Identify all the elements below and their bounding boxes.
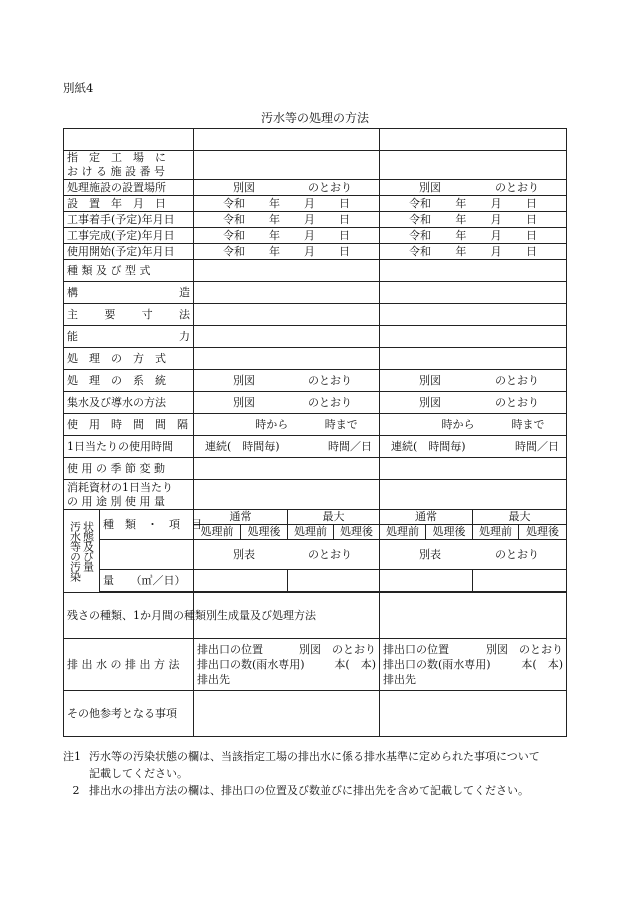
- date-year: 年: [269, 228, 280, 242]
- head-before: 処理前: [380, 525, 426, 540]
- cell-table-ref-2[interactable]: [380, 540, 567, 570]
- date-day: 日: [339, 228, 350, 242]
- footnote-number: 注1: [63, 750, 81, 763]
- cell-capacity-2[interactable]: [380, 326, 567, 348]
- head-after: 処理後: [426, 525, 473, 540]
- date-era: 令和: [409, 244, 431, 258]
- date-year: 年: [455, 212, 467, 226]
- head-before: 処理前: [194, 525, 241, 540]
- label-other: その他参考となる事項: [64, 691, 194, 737]
- label-part: 主: [67, 307, 78, 321]
- date-year: 年: [455, 244, 467, 258]
- cell-consumables-2[interactable]: [380, 480, 567, 510]
- cell-type-model-2[interactable]: [380, 260, 567, 282]
- date-month: 月: [304, 244, 315, 258]
- head-normal-2: 通常: [380, 510, 473, 525]
- label-system: 処 理 の 系 統: [64, 370, 194, 392]
- ref-as-shown: のとおり: [308, 547, 352, 561]
- label-line: お け る 施 設 番 号: [67, 165, 165, 178]
- header-blank: [64, 129, 194, 151]
- row-discharge: [64, 639, 567, 691]
- row-facility-no: [64, 151, 567, 180]
- label-interval: 使 用 時 間 間 隔: [64, 414, 194, 436]
- cell-dimensions-1[interactable]: [194, 304, 380, 326]
- treatment-form-table: [63, 128, 567, 737]
- row-method: [64, 348, 567, 370]
- label-discharge-method: 排 出 水 の 排 出 方 法: [64, 639, 194, 691]
- cell-install-date-2[interactable]: [380, 196, 567, 212]
- ref-table: 別表: [233, 547, 255, 561]
- footnote-2: [63, 782, 573, 799]
- label-part: 要: [104, 307, 116, 321]
- cell-system-1[interactable]: [194, 370, 380, 392]
- footnotes: [63, 748, 573, 799]
- cell-dimensions-2[interactable]: [380, 304, 567, 326]
- row-complete-date: [64, 228, 567, 244]
- label-vertical-left: 汚水等の汚染: [68, 521, 82, 581]
- row-system: [64, 370, 567, 392]
- date-month: 月: [304, 196, 315, 210]
- cell-discharge-2[interactable]: [380, 639, 567, 691]
- ref-figure: 別図: [233, 180, 255, 194]
- date-era: 令和: [409, 212, 431, 226]
- ref-as-shown: のとおり: [495, 547, 539, 561]
- hours-per-day: 時間／日: [328, 439, 372, 453]
- row-location: [64, 180, 567, 196]
- label-part: 寸: [141, 307, 153, 321]
- date-day: 日: [525, 228, 537, 242]
- ref-figure: 別図: [419, 373, 441, 387]
- cell-amount-max-1[interactable]: [288, 570, 380, 592]
- time-to: 時まで: [324, 417, 358, 431]
- date-month: 月: [490, 244, 502, 258]
- cell-amount-normal-1[interactable]: [194, 570, 288, 592]
- label-type-model: 種 類 及 び 型 式: [64, 260, 194, 282]
- label-dimensions: [64, 304, 194, 326]
- date-era: 令和: [223, 228, 245, 242]
- row-pollution-values: [64, 540, 567, 570]
- label-install-date: 設 置 年 月 日: [64, 196, 194, 212]
- date-year: 年: [269, 196, 280, 210]
- head-after: 処理後: [334, 525, 380, 540]
- cell-kind-item-value[interactable]: [100, 540, 194, 570]
- head-before: 処理前: [473, 525, 519, 540]
- label-line: の 用 途 別 使 用 量: [67, 494, 165, 508]
- label-line: 指 定 工 場 に: [67, 151, 166, 164]
- cell-method-2[interactable]: [380, 348, 567, 370]
- continuous-label: 連続( 時間毎): [391, 439, 466, 453]
- cell-season-1[interactable]: [194, 458, 380, 480]
- label-line: 消耗資材の1日当たり: [67, 480, 173, 494]
- date-month: 月: [304, 228, 315, 242]
- head-normal-1: 通常: [194, 510, 288, 525]
- ref-figure: 別図: [419, 395, 441, 409]
- continuous-label: 連続( 時間毎): [205, 439, 280, 453]
- row-water-collect: [64, 392, 567, 414]
- cell-table-ref-1[interactable]: [194, 540, 380, 570]
- row-install-date: [64, 196, 567, 212]
- outlet-units: 本( 本): [521, 658, 563, 671]
- ref-as-shown: のとおり: [495, 373, 539, 387]
- footnote-number: 2: [72, 784, 80, 797]
- row-residue: [64, 593, 567, 639]
- footnote-1: [63, 748, 573, 765]
- footnote-1-cont: [63, 765, 573, 782]
- cell-water-collect-1[interactable]: [194, 392, 380, 414]
- cell-type-model-1[interactable]: [194, 260, 380, 282]
- cell-location-1[interactable]: [194, 180, 380, 196]
- date-year: 年: [455, 196, 467, 210]
- time-from: 時から: [255, 417, 289, 431]
- label-method: 処 理 の 方 式: [64, 348, 194, 370]
- cell-start-work-2[interactable]: [380, 212, 567, 228]
- cell-complete-1[interactable]: [194, 228, 380, 244]
- ref-as-shown: のとおり: [495, 395, 539, 409]
- label-pollution-state: [64, 510, 100, 593]
- label-amount: 量 （㎥／日）: [100, 570, 194, 592]
- header-col-1[interactable]: [194, 129, 380, 151]
- ref-as-shown: のとおり: [308, 395, 352, 409]
- date-era: 令和: [223, 196, 245, 210]
- date-era: 令和: [409, 196, 431, 210]
- date-month: 月: [490, 196, 502, 210]
- outlet-count: 排出口の数(雨水専用): [197, 658, 305, 671]
- ref-figure: 別図: [233, 395, 255, 409]
- date-month: 月: [304, 212, 315, 226]
- label-vertical-right: 状態及び量: [81, 521, 95, 571]
- label-residue: 残さの種類、1か月間の種類別生成量及び処理方法: [64, 593, 194, 639]
- label-start-work-date: 工事着手(予定)年月日: [64, 212, 194, 228]
- cell-use-start-2[interactable]: [380, 244, 567, 260]
- label-kind-item: 種 類 ・ 項 目: [100, 510, 194, 540]
- ref-as-shown: のとおり: [495, 180, 539, 194]
- cell-daily-hours-2[interactable]: [380, 436, 567, 458]
- footnote-text: 排出水の排出方法の欄は、排出口の位置及び数並びに排出先を含めて記載してください。: [89, 784, 529, 797]
- label-complete-date: 工事完成(予定)年月日: [64, 228, 194, 244]
- cell-install-date-1[interactable]: [194, 196, 380, 212]
- time-from: 時から: [441, 417, 475, 431]
- discharge-destination: 排出先: [197, 673, 230, 686]
- row-interval: [64, 414, 567, 436]
- head-before: 処理前: [288, 525, 334, 540]
- footnote-text: 記載してください。: [89, 767, 188, 780]
- label-facility-no: [64, 151, 194, 180]
- date-year: 年: [269, 212, 280, 226]
- date-day: 日: [339, 212, 350, 226]
- date-day: 日: [525, 244, 537, 258]
- ref-table: 別表: [419, 547, 441, 561]
- footnote-text: 汚水等の汚染状態の欄は、当該指定工場の排出水に係る排水基準に定められた事項について: [89, 750, 540, 763]
- cell-amount-normal-2[interactable]: [380, 570, 473, 592]
- ref-figure: 別図: [419, 180, 441, 194]
- row-use-start-date: [64, 244, 567, 260]
- cell-method-1[interactable]: [194, 348, 380, 370]
- cell-other-2[interactable]: [380, 691, 567, 737]
- hours-per-day: 時間／日: [515, 439, 559, 453]
- label-consumables: [64, 480, 194, 510]
- date-year: 年: [455, 228, 467, 242]
- head-after: 処理後: [519, 525, 567, 540]
- ref-figure: 別図: [233, 373, 255, 387]
- cell-residue-2[interactable]: [380, 593, 567, 639]
- cell-discharge-1[interactable]: [194, 639, 380, 691]
- cell-start-work-1[interactable]: [194, 212, 380, 228]
- date-year: 年: [269, 244, 280, 258]
- date-era: 令和: [223, 212, 245, 226]
- outlet-position: 排出口の位置: [197, 643, 263, 656]
- cell-amount-max-2[interactable]: [473, 570, 567, 592]
- date-month: 月: [490, 228, 502, 242]
- cell-water-collect-2[interactable]: [380, 392, 567, 414]
- outlet-figure: 別図 のとおり: [486, 643, 563, 656]
- cell-daily-hours-1[interactable]: [194, 436, 380, 458]
- cell-location-2[interactable]: [380, 180, 567, 196]
- cell-consumables-1[interactable]: [194, 480, 380, 510]
- date-day: 日: [525, 196, 537, 210]
- footnote-number: [63, 765, 89, 782]
- date-day: 日: [525, 212, 537, 226]
- row-consumables: [64, 480, 567, 510]
- document-title: 汚水等の処理の方法: [260, 111, 369, 125]
- label-structure: [64, 282, 194, 304]
- cell-capacity-1[interactable]: [194, 326, 380, 348]
- row-other: [64, 691, 567, 737]
- cell-facility-no-1[interactable]: [194, 151, 380, 180]
- head-after: 処理後: [241, 525, 288, 540]
- date-day: 日: [339, 196, 350, 210]
- row-dimensions: [64, 304, 567, 326]
- label-daily-hours: 1日当たりの使用時間: [64, 436, 194, 458]
- page-label: 別紙4: [63, 81, 94, 95]
- ref-as-shown: のとおり: [308, 180, 352, 194]
- cell-interval-1[interactable]: [194, 414, 380, 436]
- cell-structure-1[interactable]: [194, 282, 380, 304]
- label-part: 構: [67, 285, 78, 299]
- date-era: 令和: [409, 228, 431, 242]
- row-pollution-head-1: [64, 510, 567, 525]
- label-use-start-date: 使用開始(予定)年月日: [64, 244, 194, 260]
- label-part: 能: [67, 329, 78, 343]
- outlet-units: 本( 本): [334, 658, 376, 671]
- row-structure: [64, 282, 567, 304]
- cell-use-start-1[interactable]: [194, 244, 380, 260]
- cell-structure-2[interactable]: [380, 282, 567, 304]
- row-type-model: [64, 260, 567, 282]
- date-era: 令和: [223, 244, 245, 258]
- cell-interval-2[interactable]: [380, 414, 567, 436]
- ref-as-shown: のとおり: [308, 373, 352, 387]
- row-season: [64, 458, 567, 480]
- cell-complete-2[interactable]: [380, 228, 567, 244]
- outlet-count: 排出口の数(雨水専用): [383, 658, 491, 671]
- head-max-2: 最大: [473, 510, 567, 525]
- time-to: 時まで: [511, 417, 545, 431]
- row-amount: [64, 570, 567, 592]
- label-season: 使 用 の 季 節 変 動: [64, 458, 194, 480]
- cell-facility-no-2[interactable]: [380, 151, 567, 180]
- label-part: 力: [179, 329, 190, 343]
- label-water-collect: 集水及び導水の方法: [64, 392, 194, 414]
- date-month: 月: [490, 212, 502, 226]
- label-location: 処理施設の設置場所: [64, 180, 194, 196]
- head-max-1: 最大: [288, 510, 380, 525]
- header-col-2[interactable]: [380, 129, 567, 151]
- outlet-position: 排出口の位置: [383, 643, 449, 656]
- cell-other-1[interactable]: [194, 691, 380, 737]
- row-start-work-date: [64, 212, 567, 228]
- date-day: 日: [339, 244, 350, 258]
- label-capacity: [64, 326, 194, 348]
- row-capacity: [64, 326, 567, 348]
- label-part: 造: [179, 285, 190, 299]
- header-row: [64, 129, 567, 151]
- cell-season-2[interactable]: [380, 458, 567, 480]
- outlet-figure: 別図 のとおり: [299, 643, 376, 656]
- label-part: 法: [178, 307, 190, 321]
- discharge-destination: 排出先: [383, 673, 416, 686]
- cell-system-2[interactable]: [380, 370, 567, 392]
- row-daily-hours: [64, 436, 567, 458]
